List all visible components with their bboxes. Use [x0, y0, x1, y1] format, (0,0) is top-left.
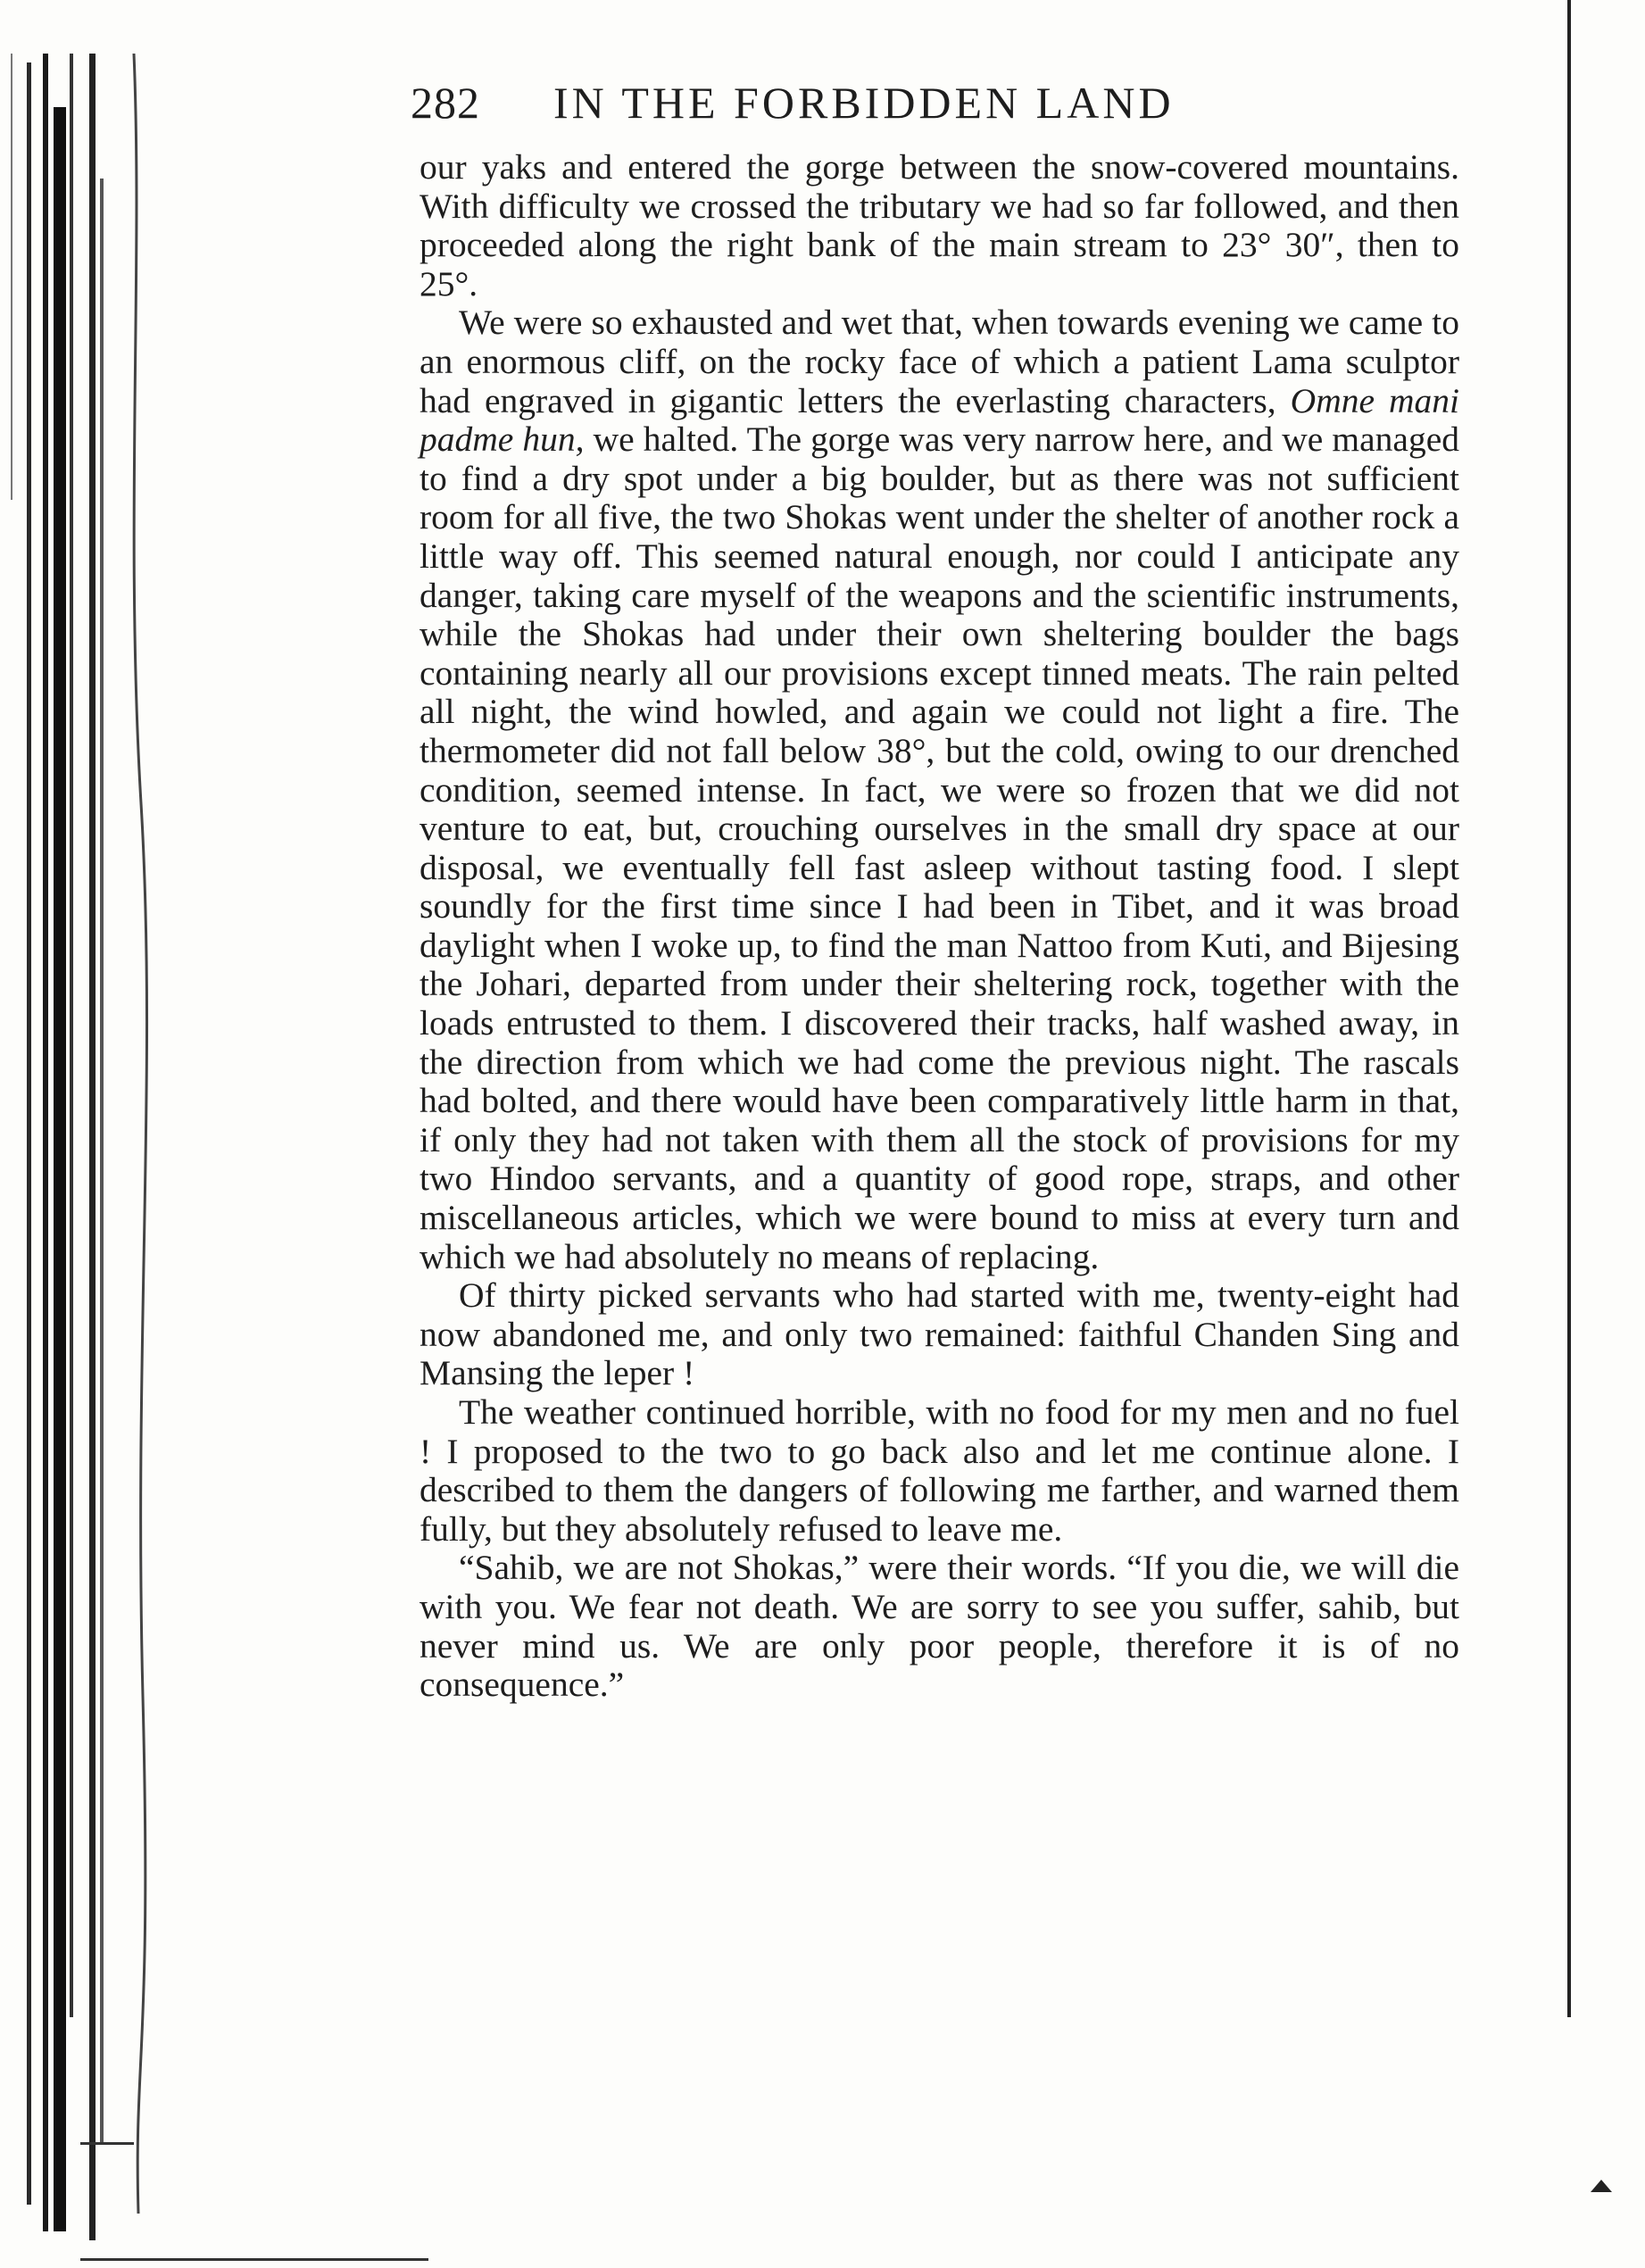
paragraph-4: The weather continued horrible, with no food for my men and no fuel ! I proposed to the two to go back also and let me continue alone. I described to them the dangers of following me farther, and warned them fully, but they absolutely refused to leave me. — [420, 1392, 1459, 1549]
paragraph-2 — [420, 303, 1459, 1276]
running-title: IN THE FORBIDDEN LAND — [553, 78, 1175, 128]
paragraph-2-text-after: we halted. The gorge was very narrow here, and we managed to find a dry spot under a big boulder, but as there was not sufficient room for all five, the two Shokas went under the shelter of another rock a little way off. This seemed natural enough, nor could I anticipate any danger, taking care myself of the weapons and the scientific instruments, while the Shokas had under their own sheltering boulder the bags containing nearly all our provisions except tinned meats. The rain pelted all night, the wind howled, and again we could not light a fire. The thermometer did not fall below 38°, but the cold, owing to our drenched condition, seemed intense. In fact, we were so frozen that we did not venture to eat, but, crouching ourselves in the small dry space at our disposal, we eventually fell fast asleep without tasting food. I slept soundly for the first time since I had been in Tibet, and it was broad daylight when I woke up, to find the man Nattoo from Kuti, and Bijesing the Johari, departed from under their sheltering rock, together with the loads entrusted to them. I discovered their tracks, half washed away, in the direction from which we had come the previous night. The rascals had bolted, and there would have been comparatively little harm in that, if only they had not taken with them all the stock of provisions for my two Hindoo servants, and a quantity of good rope, straps, and other miscellaneous articles, which we were bound to miss at every turn and which we had absolutely no means of replacing. — [420, 420, 1459, 1276]
paragraph-1: our yaks and entered the gorge between the snow-covered mountains. With difficulty we crossed the tributary we had so far followed, and then proceeded along the right bank of the main stream to 23° 30″, then to 25°. — [420, 147, 1459, 303]
right-edge-rule — [1567, 0, 1571, 2017]
mantra-italic: Omne mani padme hun, — [420, 380, 1459, 460]
page-header — [411, 77, 1464, 139]
bottom-rule — [80, 2258, 428, 2261]
paragraph-3: Of thirty picked servants who had started with me, twenty-eight had now abandoned me, and only two remained: faithful Chanden Sing and Mansing the leper ! — [420, 1275, 1459, 1393]
body-text — [420, 148, 1459, 1705]
binding-gutter — [0, 0, 179, 2268]
paragraph-2-text-before: We were so exhausted and wet that, when towards evening we came to an enormous cliff, on the rocky face of which a patient Lama sculptor had engraved in gigantic letters the everlasting characters, — [420, 303, 1459, 420]
paragraph-5: “Sahib, we are not Shokas,” were their words. “If you die, we will die with you. We fear not death. We are sorry to see you suffer, sahib, but never mind us. We are only poor people, therefore it is of no consequence.” — [420, 1548, 1459, 1705]
corner-mark — [1591, 2180, 1612, 2192]
page-number: 282 — [411, 78, 480, 128]
